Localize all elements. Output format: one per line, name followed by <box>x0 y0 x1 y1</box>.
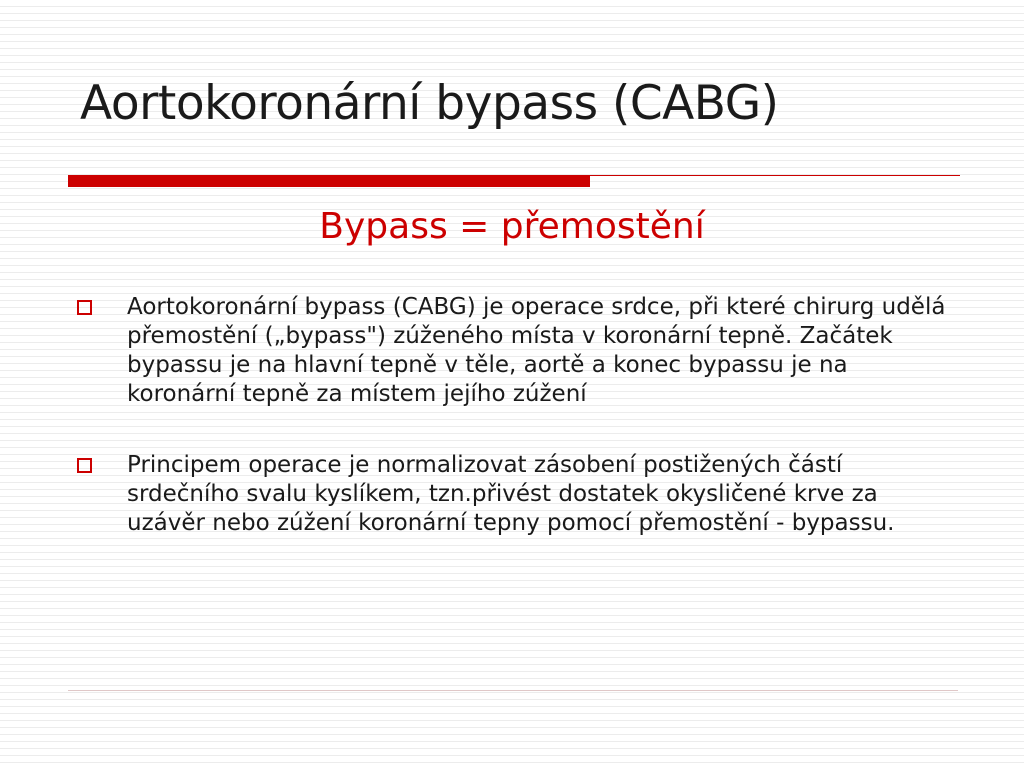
footer-divider <box>68 690 958 691</box>
title-underline-thick <box>68 175 590 187</box>
bullet-item <box>75 451 955 538</box>
hollow-square-icon <box>77 458 92 473</box>
bullet-text: Principem operace je normalizovat zásobení postižených částí srdečního svalu kyslíkem, tzn.přivést dostatek okysličené krve za uzávěr nebo zúžení koronární tepny pomocí přemostění - bypassu. <box>127 452 895 536</box>
bullet-item <box>75 293 955 409</box>
bullet-list <box>75 293 955 538</box>
slide-title: Aortokoronární bypass (CABG) <box>80 76 779 131</box>
title-underline-thin <box>590 175 960 176</box>
bullet-text: Aortokoronární bypass (CABG) je operace srdce, při které chirurg udělá přemostění („bypass") zúženého místa v koronární tepně. Začátek bypassu je na hlavní tepně v těle, aortě a konec bypassu je na koronární tepně za místem jejího zúžení <box>127 294 946 407</box>
slide-subtitle: Bypass = přemostění <box>319 206 705 247</box>
hollow-square-icon <box>77 300 92 315</box>
